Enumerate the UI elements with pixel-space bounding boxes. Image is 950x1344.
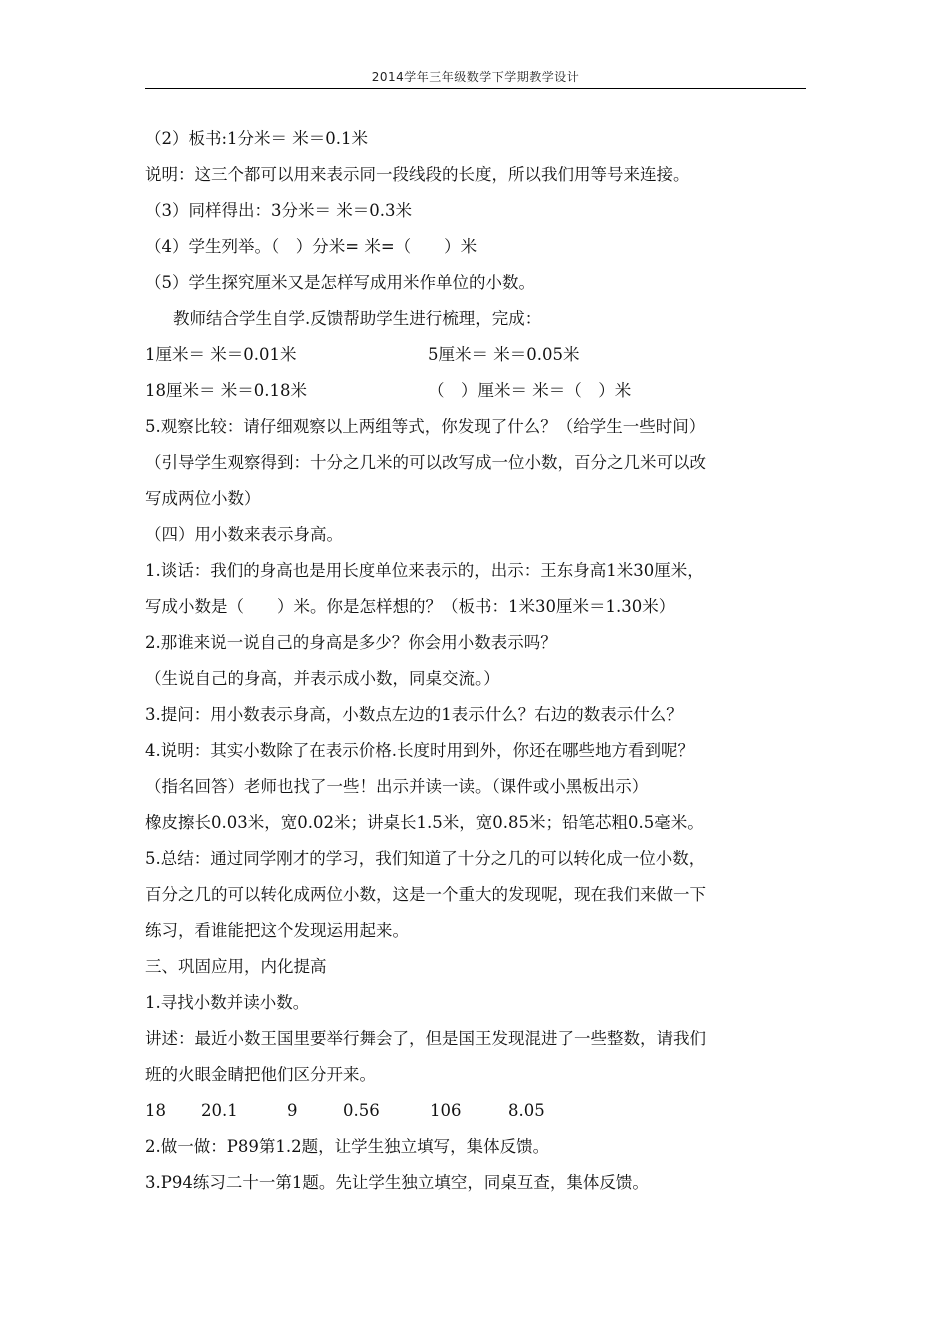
number-item: 106 [430, 1101, 462, 1120]
header-rule [145, 88, 806, 89]
text-line: 5.观察比较：请仔细观察以上两组等式，你发现了什么？（给学生一些时间） [145, 417, 706, 436]
text-line: （3）同样得出：3分米＝ 米＝0.3米 [145, 201, 412, 220]
text-line: （4）学生列举。（ ）分米= 米=（ ）米 [145, 237, 478, 256]
text-line: （指名回答）老师也找了一些！出示并读一读。（课件或小黑板出示） [145, 777, 649, 796]
text-line: （2）板书:1分米＝ 米＝0.1米 [145, 129, 369, 148]
text-line: 2.做一做：P89第1.2题，让学生独立填写，集体反馈。 [145, 1137, 550, 1156]
text-line: 1.寻找小数并读小数。 [145, 993, 310, 1012]
number-item: 20.1 [201, 1101, 238, 1120]
text-line: 2.那谁来说一说自己的身高是多少？你会用小数表示吗？ [145, 633, 557, 652]
document-body [145, 121, 810, 1201]
text-line: 3.P94练习二十一第1题。先让学生独立填空，同桌互查，集体反馈。 [145, 1173, 649, 1192]
text-line: （引导学生观察得到：十分之几米的可以改写成一位小数，百分之几米可以改 [145, 453, 706, 472]
text-line: 教师结合学生自学.反馈帮助学生进行梳理，完成： [173, 309, 542, 328]
text-line: 练习，看谁能把这个发现运用起来。 [145, 921, 409, 940]
text-line: 4.说明：其实小数除了在表示价格.长度时用到外，你还在哪些地方看到呢？ [145, 741, 694, 760]
number-item: 0.56 [343, 1101, 380, 1120]
text-line: 写成小数是（ ）米。你是怎样想的？（板书：1米30厘米＝1.30米） [145, 597, 676, 616]
page-header: 2014学年三年级数学下学期教学设计 [371, 70, 580, 84]
text-line: 橡皮擦长0.03米，宽0.02米；讲桌长1.5米，宽0.85米；铅笔芯粗0.5毫米。 [145, 813, 704, 832]
text-line: 3.提问：用小数表示身高，小数点左边的1表示什么？右边的数表示什么？ [145, 705, 683, 724]
number-item: 9 [287, 1101, 298, 1120]
text-line: 写成两位小数） [145, 489, 261, 508]
equation-left: 1厘米＝ 米＝0.01米 [145, 345, 297, 364]
text-line: （四）用小数来表示身高。 [145, 525, 343, 544]
number-item: 8.05 [508, 1101, 545, 1120]
text-line: 班的火眼金睛把他们区分开来。 [145, 1065, 376, 1084]
text-line: 1.谈话：我们的身高也是用长度单位来表示的，出示：王东身高1米30厘米， [145, 561, 704, 580]
text-line: 三、巩固应用，内化提高 [145, 957, 327, 976]
text-line: 说明：这三个都可以用来表示同一段线段的长度，所以我们用等号来连接。 [145, 165, 690, 184]
text-line-two-column [145, 337, 810, 373]
equation-right: 5厘米＝ 米＝0.05米 [428, 345, 580, 364]
equation-right: （ ）厘米＝ 米＝（ ）米 [428, 381, 632, 400]
text-line: 5.总结：通过同学刚才的学习，我们知道了十分之几的可以转化成一位小数， [145, 849, 706, 868]
text-line: （生说自己的身高，并表示成小数，同桌交流。） [145, 669, 500, 688]
text-line: 百分之几的可以转化成两位小数，这是一个重大的发现呢，现在我们来做一下 [145, 885, 706, 904]
equation-left: 18厘米＝ 米＝0.18米 [145, 381, 307, 400]
text-line: （5）学生探究厘米又是怎样写成用米作单位的小数。 [145, 273, 535, 292]
number-item: 18 [145, 1101, 166, 1120]
text-line: 讲述：最近小数王国里要举行舞会了，但是国王发现混进了一些整数，请我们 [145, 1029, 706, 1048]
text-line-two-column [145, 373, 810, 409]
number-list [145, 1093, 810, 1129]
